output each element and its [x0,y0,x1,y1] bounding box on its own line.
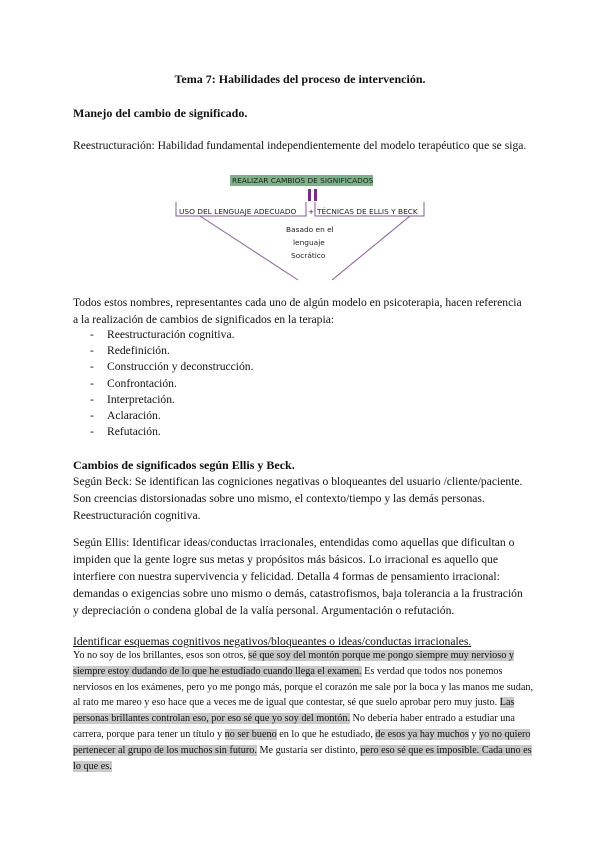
paragraph-reestructuracion: Reestructuración: Habilidad fundamental independientemente del modelo terapéutico que se siga. [73,139,527,152]
document-title: Tema 7: Habilidades del proceso de intervención. [174,72,426,86]
example-paragraph: Yo no soy de los brillantes, esos son otros, sé que soy del montón porque me pongo siempre muy nervioso y siempre estoy dudando de lo que he estudiado cuando llega el examen. Es verdad que todos nos ponemos nerviosos en los exámenes, pero yo me pongo más, porque el corazón me sale por la boca y las manos me sudan, al rato me mareo y eso hace que a veces me de igual que contestar, sé que suelo aprobar pero muy justo. Las personas brillantes controlan eso, por eso sé que yo soy del montón. No debería haber entrado a estudiar una carrera, porque para tener un título y no ser bueno en lo que he estudiado, de esos ya hay muchos y yo no quiero pertenecer al grupo de los muchos sin futuro. Me gustaría ser distinto, pero eso sé que es imposible. Cada uno es lo que es. [73,650,534,772]
list-item: - Refutación. [90,425,161,439]
list-item: - Confrontación. [90,376,177,390]
highlight: de esos ya hay muchos [375,728,469,740]
list-item: - Reestructuración cognitiva. [90,328,235,341]
paragraph-intro: Todos estos nombres, representantes cada uno de algún modelo en psicoterapia, hacen referencia a la realización de cambios de significados en la terapia: [73,296,522,326]
techniques-list [90,327,254,440]
diagram-plus: + [308,207,315,216]
highlight: sé que soy del montón porque me pongo siempre muy nervioso y siempre estoy dudando de lo que he estudiado cuando llega el examen. [73,650,514,677]
section-heading-manejo: Manejo del cambio de significado. [73,106,248,120]
list-item: - Interpretación. [90,392,175,406]
highlight: yo no quiero pertenecer al grupo de los muchos sin futuro. [73,728,531,756]
equals-bar-right [314,189,317,201]
right-funnel-line [332,216,410,280]
diagram-note-line2: lenguaje [293,238,325,247]
list-item: - Redefinición. [90,344,170,358]
highlight: pero eso sé que es imposible. Cada uno es lo que es. [73,744,532,772]
paragraph-beck: Según Beck: Se identifican las cogniciones negativas o bloqueantes del usuario /cliente/paciente. Son creencias distorsionadas sobre uno mismo, el contexto/tiempo y las demás personas. Reestructuración cognitiva. [73,475,523,522]
highlight: no ser bueno [224,728,277,740]
identify-heading: Identificar esquemas cognitivos negativos/bloqueantes o ideas/conductas irracionales. [73,635,472,648]
list-item: - Construcción y deconstrucción. [90,360,254,374]
left-funnel-line [200,216,298,280]
diagram-top-label: REALIZAR CAMBIOS DE SIGNIFICADOS [232,176,374,185]
diagram-note-line3: Socrático [291,251,326,260]
list-item: - Aclaración. [90,409,161,423]
section-heading-ellis-beck: Cambios de significados según Ellis y Beck. [73,458,295,472]
diagram-left-label: USO DEL LENGUAJE ADECUADO [179,207,297,216]
highlight: Las personas brillantes controlan eso, por eso sé que yo soy del montón. [73,697,515,725]
diagram-right-label: TÉCNICAS DE ELLIS Y BECK [317,207,418,216]
concept-diagram [170,172,430,290]
diagram-note-line1: Basado en el [286,225,334,234]
equals-bar-left [308,189,311,201]
paragraph-ellis: Según Ellis: Identificar ideas/conductas irracionales, entendidas como aquellas que dificultan o impiden que la gente logre sus metas y propósitos más básicos. Lo irracional es aquello que interfiere con nuestra supervivencia y felicidad. Detalla 4 formas de pensamiento irracional: demandas o exigencias sobre uno mismo o demás, catastrofismos, baja tolerancia a la frustración y depreciación o condena global de la valía personal. Argumentación o refutación. [73,536,523,617]
